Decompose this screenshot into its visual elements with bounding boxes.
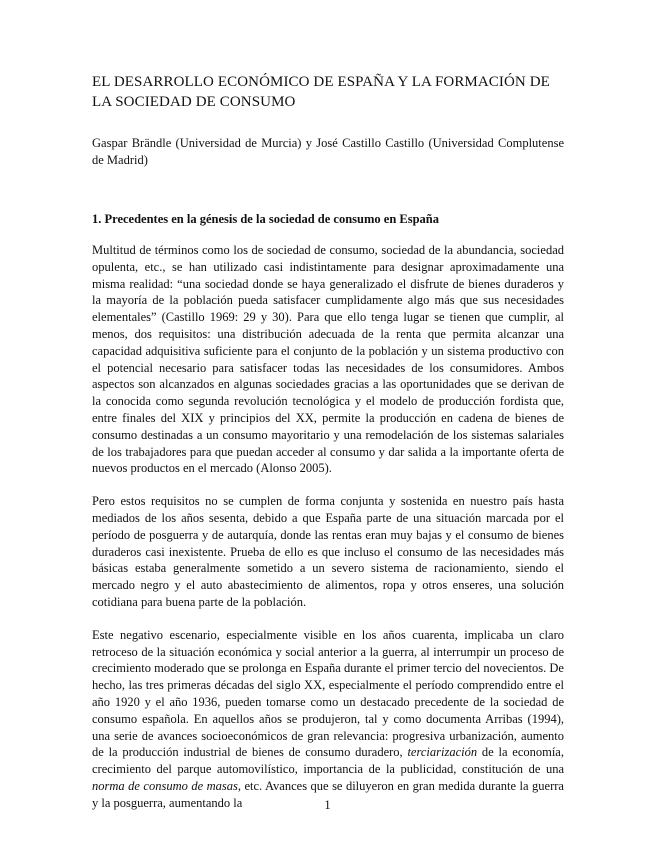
section-heading: 1. Precedentes en la génesis de la sociedad de consumo en España	[92, 212, 439, 226]
document-title: EL DESARROLLO ECONÓMICO DE ESPAÑA Y LA FORMACIÓN DE LA SOCIEDAD DE CONSUMO	[92, 74, 550, 110]
paragraph-2: Pero estos requisitos no se cumplen de forma conjunta y sostenida en nuestro país hasta mediados de los años sesenta, debido a que España parte de una situación marcada por el período de posguerra y de autarquía, donde las rentas eran muy bajas y el consumo de bienes duraderos casi inexistente. Prueba de ello es que incluso el consumo de las necesidades más básicas estaba generalmente sometido a un severo sistema de racionamiento, siendo el mercado negro y el auto abastecimiento de alimentos, ropa y otros enseres, una solución cotidiana para buena parte de la población.	[92, 494, 564, 609]
paragraph-3-text-b: de la economía, crecimiento del parque automovilístico, importancia de la publicidad, constitución de una	[92, 745, 564, 777]
paragraph-3-italic-term: terciarización	[407, 745, 478, 760]
paragraph-3-text-c: , etc. Avances que se diluyeron en gran medida durante la guerra y la posguerra, aumentando la	[92, 778, 564, 810]
paragraph-3-text-a: Este negativo escenario, especialmente visible en los años cuarenta, implicaba un claro retroceso de la situación económica y social anterior a la guerra, al interrumpir un proceso de crecimiento moderado que se prolonga en España durante el primer tercio del novecientos. De hecho, las tres primeras décadas del siglo XX, especialmente el período comprendido entre el año 1920 y el año 1936, pueden tomarse como un destacado precedente de la sociedad de consumo española. En aquellos años se produjeron, tal y como documenta Arribas (1994), una serie de avances socioeconómicos de gran relevancia: progresiva urbanización, aumento de la producción industrial de bienes de consumo duradero,	[92, 627, 564, 760]
paragraph-3-italic-phrase: norma de consumo de masas	[92, 778, 238, 793]
paragraph-1: Multitud de términos como los de sociedad de consumo, sociedad de la abundancia, sociedad opulenta, etc., se han utilizado casi indistintamente para designar aproximadamente una misma realidad: “una sociedad donde se haya generalizado el disfrute de bienes duraderos y la mayoría de la población pueda satisfacer cumplidamente algo más que sus necesidades elementales” (Castillo 1969: 29 y 30). Para que ello tenga lugar se tienen que cumplir, al menos, dos requisitos: una distribución adecuada de la renta que permita alcanzar una capacidad adquisitiva suficiente para el conjunto de la población y un sistema productivo con el potencial necesario para satisfacer todas las necesidades de los consumidores. Ambos aspectos son alcanzados en algunas sociedades gracias a las oportunidades que se derivan de la conocida como segunda revolución tecnológica y el modelo de producción fordista que, entre finales del XIX y principios del XX, permite la producción en cadena de bienes de consumo destinadas a un consumo mayoritario y una remodelación de los sistemas salariales de los trabajadores para que puedan acceder al consumo y dar salida a la importante oferta de nuevos productos en el mercado (Alonso 2005).	[92, 243, 564, 476]
document-page	[92, 72, 564, 828]
page-number: 1	[324, 798, 331, 812]
author-line: Gaspar Brändle (Universidad de Murcia) y José Castillo Castillo (Universidad Complutense de Madrid)	[92, 136, 564, 167]
paragraph-3	[92, 627, 564, 812]
